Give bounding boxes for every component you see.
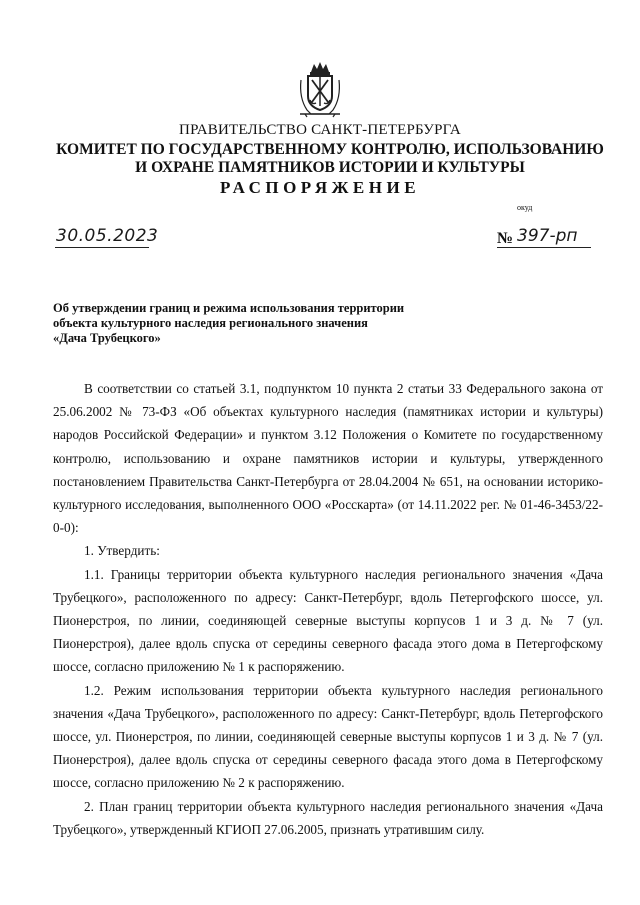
paragraph-item-2: 2. План границ территории объекта культурного наследия регионального значения «Дача Трубецкого», утвержденный КГИОП 27.06.2005, признать утратившим силу. [53, 798, 603, 837]
date-underline [55, 247, 149, 248]
committee-title-line-2: И ОХРАНЕ ПАМЯТНИКОВ ИСТОРИИ И КУЛЬТУРЫ [135, 159, 525, 176]
okud-label: окуд [517, 203, 533, 212]
committee-title-line-1: КОМИТЕТ ПО ГОСУДАРСТВЕННОМУ КОНТРОЛЮ, ИСПОЛЬЗОВАНИЮ [56, 141, 604, 158]
document-subject [53, 301, 453, 346]
document-number: 397-рп [517, 226, 578, 246]
subject-line-1: Об утверждении границ и режима использования территории [53, 301, 405, 315]
paragraph-item-1-2: 1.2. Режим использования территории объекта культурного наследия регионального значения «Дача Трубецкого», расположенного по адресу: Санкт-Петербург, вдоль Петергофского шоссе, ул. Пионерстроя, по линии, соединяющей северные выступы корпусов 1 и 3 д. № 7 (ул. Пионерстроя), далее вдоль спуска от середины северного фасада этого дома в Петергофскому шоссе, согласно приложению № 2 к распоряжению. [53, 682, 603, 791]
subject-line-2: объекта культурного наследия регионального значения [53, 316, 368, 330]
subject-line-3: «Дача Трубецкого» [53, 331, 161, 345]
committee-title [40, 141, 620, 177]
document-date: 30.05.2023 [56, 226, 159, 246]
number-underline [497, 247, 591, 248]
number-label: № [497, 230, 514, 247]
paragraph-item-1-1: 1.1. Границы территории объекта культурного наследия регионального значения «Дача Трубецкого», расположенного по адресу: Санкт-Петербург, вдоль Петергофского шоссе, ул. Пионерстроя, по линии, соединяющей северные выступы корпусов 1 и 3 д. № 7 (ул. Пионерстроя), далее вдоль спуска от середины северного фасада этого дома в Петергофскому шоссе, согласно приложению № 1 к распоряжению. [53, 566, 603, 675]
government-title: ПРАВИТЕЛЬСТВО САНКТ-ПЕТЕРБУРГА [179, 122, 461, 138]
coat-of-arms-icon [297, 60, 343, 118]
document-body [53, 377, 603, 841]
paragraph-item-1: 1. Утвердить: [84, 543, 160, 559]
document-type: РАСПОРЯЖЕНИЕ [219, 178, 421, 197]
paragraph-preamble: В соответствии со статьей 3.1, подпунктом 10 пункта 2 статьи 33 Федерального закона от 25.06.2002 № 73-ФЗ «Об объектах культурного наследия (памятниках истории и культуры) народов Российской Федерации» и пунктом 3.12 Положения о Комитете по государственному контролю, использованию и охране памятников истории и культуры, утвержденного постановлением Правительства Санкт-Петербурга от 28.04.2004 № 651, на основании историко-культурного исследования, выполненного ООО «Росскарта» (от 14.11.2022 рег. № 01-46-3453/22-0-0): [53, 381, 603, 536]
